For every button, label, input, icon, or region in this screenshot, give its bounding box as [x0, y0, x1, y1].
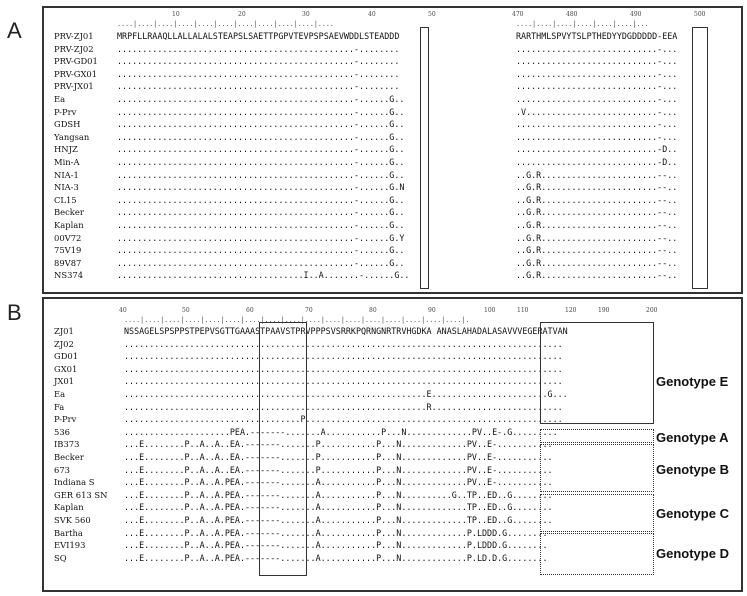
strain-name: Yangsan: [54, 131, 90, 142]
sequence-row: ..G.R.......................--..: [516, 182, 678, 193]
sequence-row: .....................................I..A.......-......G..: [117, 270, 410, 281]
ruler-number: 40: [368, 11, 376, 18]
panel-b-genotype-a-box: [540, 429, 654, 443]
strain-name: Becker: [54, 207, 84, 218]
panel-b-sequences: [124, 325, 568, 564]
strain-name: Min-A: [54, 156, 80, 167]
panel-b-ruler-ticks: ....|....|....|....|....|....|....|....|....|....|....|....|....|....|....|....|....|.: [124, 316, 470, 324]
panel-a-sequences-right: [516, 30, 677, 282]
strain-name: Becker: [54, 451, 84, 462]
strain-name: GDSH: [54, 119, 81, 130]
sequence-row: ...............................................-......G..: [117, 144, 405, 155]
ruler-number: 500: [694, 11, 706, 18]
sequence-row: ...............................................-......G..: [117, 257, 405, 268]
strain-name: Fa: [54, 401, 65, 412]
sequence-row: ...............................................-......G.N: [117, 182, 405, 193]
sequence-row: ............................-...: [516, 43, 678, 54]
sequence-row: ...............................................-......G..: [117, 194, 405, 205]
strain-name: Kaplan: [54, 219, 84, 230]
strain-name: Kaplan: [54, 502, 84, 513]
strain-name: PRV-ZJ01: [54, 31, 94, 41]
ruler-number: 50: [182, 307, 190, 314]
ruler-number: 20: [238, 11, 246, 18]
panel-a-ruler-ticks-right: ....|....|....|....|....|....|...: [516, 20, 649, 28]
strain-name: EVI193: [54, 540, 86, 551]
ruler-number: 60: [246, 307, 254, 314]
panel-a-strain-names: [54, 30, 98, 282]
panel-a-ruler-ticks-left: ....|....|....|....|....|....|....|....|....|....|....: [117, 20, 334, 28]
ruler-number: 480: [566, 11, 578, 18]
ruler-number: 200: [646, 307, 658, 314]
sequence-row: ..G.R.......................--..: [516, 257, 678, 268]
sequence-row: NSSAGELSPSPPSTPEPVSGTTGAAASTPAAVSTPRVPPPSVSRRKPQRNGNRTRVHGDKA ANASLAHADALASAVVVEGERATVAN: [124, 326, 568, 336]
sequence-row: ...............................................-......G..: [117, 131, 405, 142]
ruler-number: 470: [512, 11, 524, 18]
panel-b-genotype-e-box: [540, 322, 654, 424]
panel-b-genotype-d-box: [540, 533, 654, 575]
strain-name: NS374: [54, 270, 84, 281]
strain-name: GER 613 SN: [54, 489, 108, 500]
sequence-row: ...............................................-........: [117, 68, 400, 79]
ruler-number: 190: [598, 307, 610, 314]
sequence-row: ...............................................-......G..: [117, 219, 405, 230]
panel-a-highlight-box-497: [692, 27, 708, 289]
strain-name: HNJZ: [54, 144, 78, 155]
strain-name: GX01: [54, 363, 78, 374]
sequence-row: ..G.R.......................--..: [516, 232, 678, 243]
ruler-number: 490: [630, 11, 642, 18]
sequence-row: MRPFLLRAAQLLALLALALSTEAPSLSAETTPGPVTEVPSPSAEVWDDLSTEADDD: [117, 31, 400, 41]
ruler-number: 70: [305, 307, 313, 314]
genotype-e-label: Genotype E: [656, 374, 729, 389]
ruler-number: 120: [565, 307, 577, 314]
strain-name: 673: [54, 464, 70, 475]
sequence-row: ............................-...: [516, 68, 678, 79]
sequence-row: ...............................................-......G..: [117, 245, 405, 256]
sequence-row: .......................................................................................: [124, 363, 563, 374]
sequence-row: ............................-...: [516, 131, 678, 142]
sequence-row: ............................................................E.......................G...: [124, 388, 568, 399]
sequence-row: ...E........P..A..A.PEA.-------.......A...........P...N.............PV..E-...........: [124, 477, 553, 488]
sequence-row: ............................-...: [516, 56, 678, 67]
strain-name: PRV-ZJ02: [54, 43, 94, 54]
sequence-row: ...E........P..A..A.PEA.-------.......A...........P...N.............P.LDDD.G........: [124, 540, 548, 551]
sequence-row: ...E........P..A..A..EA.-------.......P...........P...N.............PV..E-...........: [124, 464, 553, 475]
strain-name: SQ: [54, 552, 67, 563]
sequence-row: ............................-...: [516, 119, 678, 130]
sequence-row: ...............................................-......G..: [117, 156, 405, 167]
strain-name: CL15: [54, 194, 77, 205]
sequence-row: ...............................................-......G..: [117, 119, 405, 130]
ruler-number: 40: [119, 307, 127, 314]
strain-name: NIA-1: [54, 169, 79, 180]
panel-a-label: A: [7, 18, 22, 43]
sequence-row: ...............................................-......G..: [117, 93, 405, 104]
ruler-number: 10: [172, 11, 180, 18]
genotype-a-label: Genotype A: [656, 430, 729, 445]
ruler-number: 110: [517, 307, 529, 314]
sequence-row: ..G.R.......................--..: [516, 194, 678, 205]
sequence-row: ..G.R.......................--..: [516, 207, 678, 218]
panel-b-genotype-b-box: [540, 444, 654, 492]
sequence-row: ...E........P..A..A.PEA.-------.......A...........P...N..........G..TP..ED..G........: [124, 489, 553, 500]
strain-name: ZJ01: [54, 326, 74, 336]
strain-name: PRV-JX01: [54, 81, 94, 92]
genotype-c-label: Genotype C: [656, 506, 729, 521]
sequence-row: ...E........P..A..A.PEA.-------.......A...........P...N.............P.LDDD.G........: [124, 527, 548, 538]
sequence-row: ...............................................-........: [117, 56, 400, 67]
strain-name: 00V72: [54, 232, 82, 243]
panel-a-highlight-box-48: [420, 27, 429, 289]
sequence-row: .....................PEA.-------.......A...........P...N.............PV..E-.G.........: [124, 426, 558, 437]
sequence-row: ...............................................-........: [117, 81, 400, 92]
sequence-row: ...E........P..A..A.PEA.-------.......A...........P...N.............TP..ED..G........: [124, 502, 553, 513]
strain-name: Ea: [54, 93, 66, 104]
sequence-row: .......................................................................................: [124, 351, 563, 362]
sequence-row: ..G.R.......................--..: [516, 169, 678, 180]
strain-name: Bartha: [54, 527, 83, 538]
sequence-row: ...E........P..A..A..EA.-------.......P...........P...N.............PV..E-...........: [124, 451, 553, 462]
strain-name: JX01: [54, 376, 74, 387]
sequence-row: ............................-...: [516, 93, 678, 104]
sequence-row: ...................................P...................................................: [124, 414, 563, 425]
sequence-row: ............................-D..: [516, 144, 678, 155]
strain-name: 536: [54, 426, 70, 437]
sequence-row: RARTHMLSPVYTSLPTHEDYYDGDDDDD-EEA: [516, 31, 678, 41]
sequence-row: ............................................................R..........................: [124, 401, 563, 412]
ruler-number: 90: [428, 307, 436, 314]
panel-b-strain-names: [54, 325, 108, 564]
strain-name: P-Prv: [54, 414, 77, 425]
strain-name: NIA-3: [54, 182, 79, 193]
sequence-row: ............................-D..: [516, 156, 678, 167]
sequence-row: ..G.R.......................--..: [516, 245, 678, 256]
ruler-number: 50: [428, 11, 436, 18]
ruler-number: 30: [302, 11, 310, 18]
sequence-row: ...............................................-......G..: [117, 169, 405, 180]
sequence-row: ...............................................-........: [117, 43, 400, 54]
sequence-row: ...E........P..A..A.PEA.-------.......A...........P...N.............TP..ED..G........: [124, 514, 553, 525]
panel-b-deletion-box: [259, 322, 307, 576]
strain-name: PRV-GD01: [54, 56, 98, 67]
panel-a-sequences-left: [117, 30, 409, 282]
strain-name: ZJ02: [54, 338, 74, 349]
strain-name: Indiana S: [54, 477, 95, 488]
strain-name: 75V19: [54, 245, 82, 256]
strain-name: Ea: [54, 388, 66, 399]
sequence-row: ...E........P..A..A..EA.-------.......P...........P...N.............PV..E-...........: [124, 439, 553, 450]
genotype-d-label: Genotype D: [656, 546, 729, 561]
ruler-number: 80: [369, 307, 377, 314]
sequence-row: ..G.R.......................--..: [516, 219, 678, 230]
sequence-row: ...............................................-......G..: [117, 106, 405, 117]
sequence-row: ..G.R.......................--..: [516, 270, 678, 281]
strain-name: P-Prv: [54, 106, 77, 117]
strain-name: SVK 560: [54, 514, 91, 525]
sequence-row: ............................-...: [516, 81, 678, 92]
strain-name: GD01: [54, 351, 79, 362]
panel-b-label: B: [7, 300, 22, 325]
sequence-row: .V..........................-...: [516, 106, 678, 117]
sequence-row: .......................................................................................: [124, 338, 563, 349]
strain-name: 89V87: [54, 257, 82, 268]
genotype-b-label: Genotype B: [656, 462, 729, 477]
strain-name: IB373: [54, 439, 80, 450]
panel-b-genotype-c-box: [540, 494, 654, 532]
ruler-number: 100: [484, 307, 496, 314]
sequence-row: .......................................................................................: [124, 376, 563, 387]
sequence-row: ...............................................-......G..: [117, 207, 405, 218]
strain-name: PRV-GX01: [54, 68, 98, 79]
sequence-row: ...E........P..A..A.PEA.-------.......A...........P...N.............P.LD.D.G........: [124, 552, 548, 563]
sequence-row: ...............................................-......G.Y: [117, 232, 405, 243]
